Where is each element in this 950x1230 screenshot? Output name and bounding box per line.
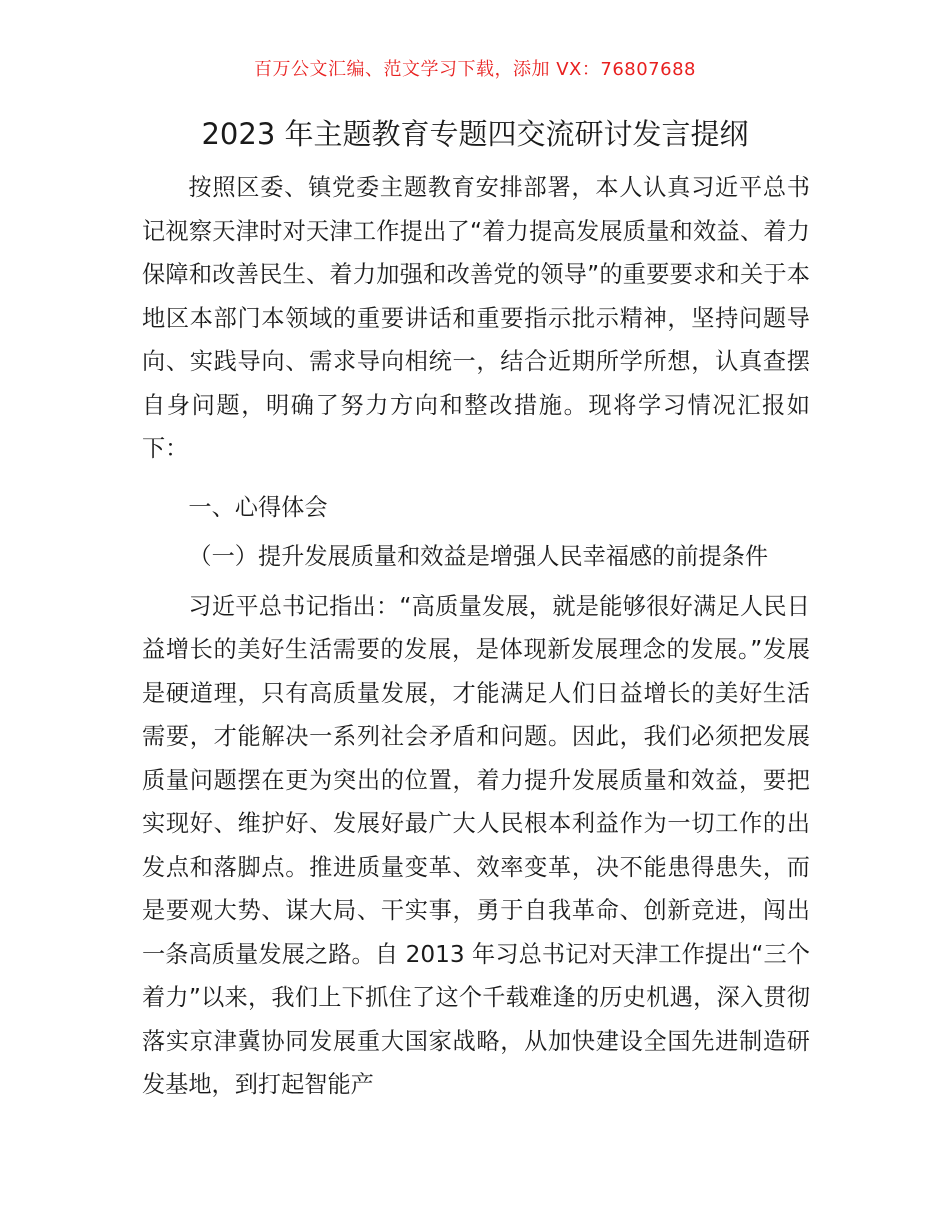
intro-paragraph: 按照区委、镇党委主题教育安排部署，本人认真习近平总书记视察天津时对天津工作提出了“着力提高发展质量和效益、着力保障和改善民生、着力加强和改善党的领导”的重要要求和关于本地区本部门本领域的重要讲话和重要指示批示精神，坚持问题导向、实践导向、需求导向相统一，结合近期所学所想，认真查摆自身问题，明确了努力方向和整改措施。现将学习情况汇报如下：	[142, 174, 810, 462]
subsection-heading: （一）提升发展质量和效益是增强人民幸福感的前提条件	[188, 543, 769, 570]
document-body	[142, 166, 810, 1107]
watermark-text: 百万公文汇编、范文学习下载，添加 VX：76807688	[254, 59, 696, 80]
body-paragraph: 习近平总书记指出：“高质量发展，就是能够很好满足人民日益增长的美好生活需要的发展，是体现新发展理念的发展。”发展是硬道理，只有高质量发展，才能满足人们日益增长的美好生活需要，才能解决一系列社会矛盾和问题。因此，我们必须把发展质量问题摆在更为突出的位置，着力提升发展质量和效益，要把实现好、维护好、发展好最广大人民根本利益作为一切工作的出发点和落脚点。推进质量变革、效率变革，决不能患得患失，而是要观大势、谋大局、干实事，勇于自我革命、创新竞进，闯出一条高质量发展之路。自 2013 年习总书记对天津工作提出“三个着力”以来，我们上下抓住了这个千载难逢的历史机遇，深入贯彻落实京津冀协同发展重大国家战略，从加快建设全国先进制造研发基地，到打起智能产	[142, 592, 810, 1098]
document-title: 2023 年主题教育专题四交流研讨发言提纲	[201, 117, 749, 151]
section-heading: 一、心得体会	[188, 493, 328, 521]
